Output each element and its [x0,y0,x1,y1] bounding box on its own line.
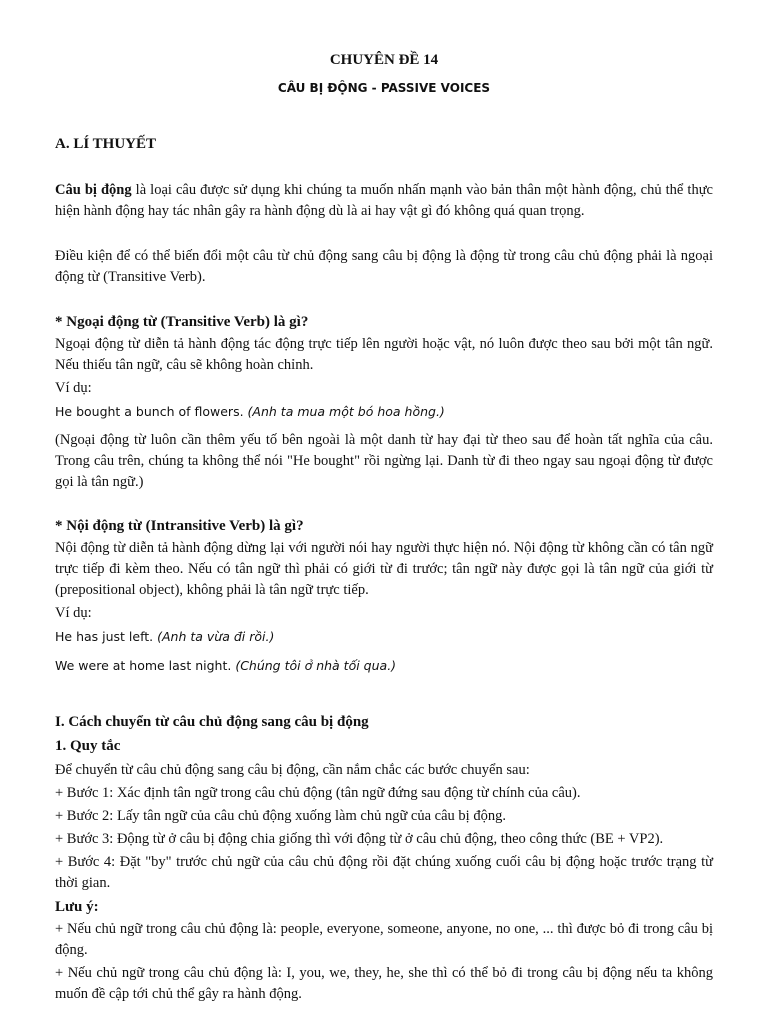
note-2: + Nếu chủ ngữ trong câu chủ động là: I, you, we, they, he, she thì có thể bỏ đi trong câu bị động nếu ta không muốn đề cập tới chủ thể gây ra hành động. [55,965,713,1002]
note-1: + Nếu chủ ngữ trong câu chủ động là: people, everyone, someone, anyone, no one, ... thì được bỏ đi trong câu bị động. [55,921,713,958]
intro-text: là loại câu được sử dụng khi chúng ta muốn nhấn mạnh vào bản thân một hành động, chủ thể thực hiện hành động hay tác nhân gây ra hành động dù là ai hay vật gì đó không quá quan trọng. [55,182,713,219]
rule-intro: Để chuyển từ câu chủ động sang câu bị động, cần nắm chắc các bước chuyển sau: [55,762,530,778]
condition-paragraph: Điều kiện để có thể biến đổi một câu từ chủ động sang câu bị động là động từ trong câu chủ động phải là ngoại động từ (Transitive Verb). [55,248,713,285]
intransitive-example-1 [55,626,713,647]
intransitive-example-1-en: He has just left. [55,629,158,644]
document-subtitle: CÂU BỊ ĐỘNG - PASSIVE VOICES [277,81,491,95]
intro-paragraph [55,180,713,222]
transitive-example-vi: (Anh ta mua một bó hoa hồng.) [247,404,445,419]
intransitive-example-2-en: We were at home last night. [55,658,236,673]
intransitive-example-2 [55,655,713,676]
intransitive-example-2-vi: (Chúng tôi ở nhà tối qua.) [235,658,397,673]
document-title: CHUYÊN ĐỀ 14 [329,52,439,68]
intro-term: Câu bị động [55,182,132,198]
transitive-note: (Ngoại động từ luôn cần thêm yếu tố bên ngoài là một danh từ hay đại từ theo sau để hoàn tất nghĩa của câu. Trong câu trên, chúng ta không thể nói "He bought" rồi ngừng lại. Danh từ đi theo ngay sau ngoại động từ được gọi là tân ngữ.) [55,432,713,490]
section-i-heading: I. Cách chuyển từ câu chủ động sang câu bị động [55,714,369,730]
transitive-heading: * Ngoại động từ (Transitive Verb) là gì? [55,314,309,330]
transitive-example-label: Ví dụ: [55,380,92,396]
step-3: + Bước 3: Động từ ở câu bị động chia giống thì với động từ ở câu chủ động, theo công thức (BE + VP2). [55,831,664,847]
note-heading: Lưu ý: [55,899,99,915]
intransitive-example-1-vi: (Anh ta vừa đi rồi.) [157,629,275,644]
rule-heading: 1. Quy tắc [55,738,121,754]
step-1: + Bước 1: Xác định tân ngữ trong câu chủ động (tân ngữ đứng sau động từ chính của câu). [55,785,581,801]
section-a-heading: A. LÍ THUYẾT [55,136,157,152]
step-2: + Bước 2: Lấy tân ngữ của câu chủ động xuống làm chủ ngữ của câu bị động. [55,808,506,824]
intransitive-heading: * Nội động từ (Intransitive Verb) là gì? [55,518,304,534]
transitive-example-en: He bought a bunch of flowers. [55,404,248,419]
intransitive-example-label: Ví dụ: [55,605,92,621]
transitive-description: Ngoại động từ diễn tả hành động tác động trực tiếp lên người hoặc vật, nó luôn được theo sau bởi một tân ngữ. Nếu thiếu tân ngữ, câu sẽ không hoàn chỉnh. [55,336,713,373]
transitive-example [55,401,713,422]
step-4: + Bước 4: Đặt "by" trước chủ ngữ của câu chủ động rồi đặt chúng xuống cuối câu bị động hoặc trước trạng từ thời gian. [55,854,713,891]
intransitive-description: Nội động từ diễn tả hành động dừng lại với người nói hay người thực hiện nó. Nội động từ không cần có tân ngữ trực tiếp đi kèm theo. Nếu có tân ngữ thì phải có giới từ đi trước; tân ngữ này được gọi là tân ngữ của giới từ (prepositional object), không phải là tân ngữ trực tiếp. [55,540,713,598]
